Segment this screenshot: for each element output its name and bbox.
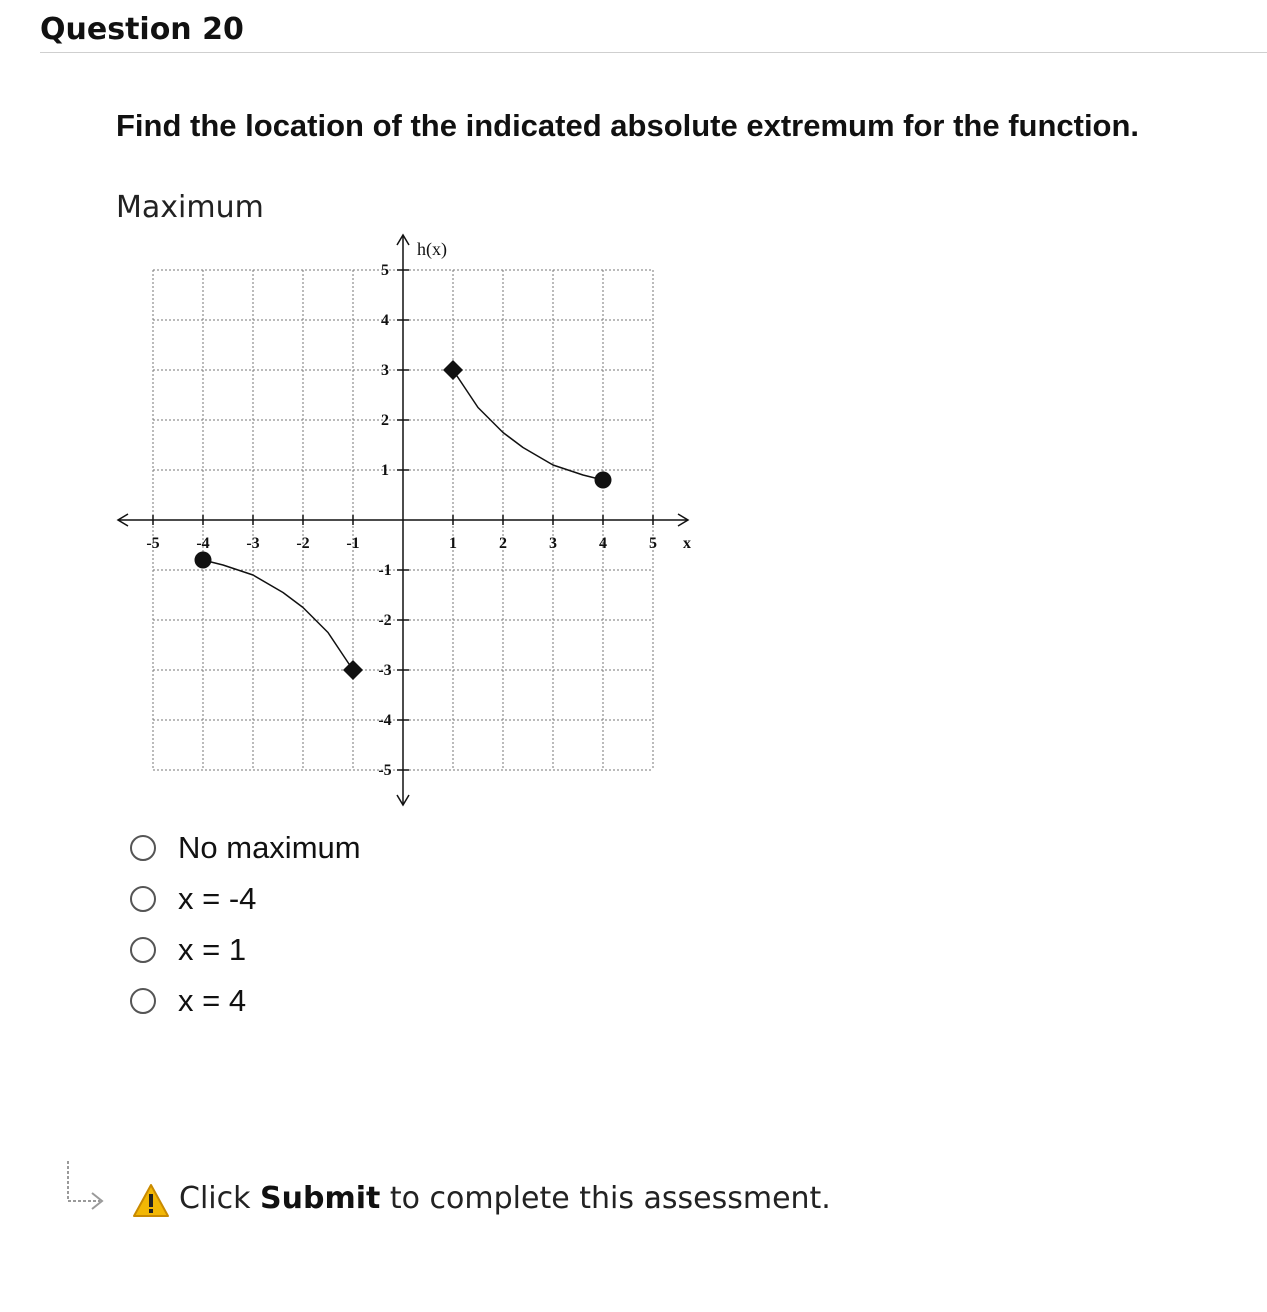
y-tick-label: -5: [378, 762, 392, 779]
x-tick-label: -3: [246, 535, 260, 552]
option-label: x = 1: [178, 931, 247, 967]
option-x-neg4[interactable]: [130, 873, 361, 924]
x-axis-label: x: [683, 535, 691, 552]
y-tick-label: -4: [378, 712, 392, 729]
y-tick-label: 2: [381, 412, 389, 429]
option-label: x = -4: [178, 880, 257, 916]
y-tick-label: 5: [381, 262, 389, 279]
question-prompt: Find the location of the indicated absolute extremum for the function.: [116, 108, 1140, 143]
footer-suffix: to complete this assessment.: [380, 1181, 831, 1216]
radio-button[interactable]: [130, 937, 156, 963]
endpoint-diamond: [343, 660, 363, 680]
extremum-type-label: Maximum: [116, 190, 264, 225]
y-tick-label: 4: [381, 312, 389, 329]
option-label: x = 4: [178, 982, 247, 1018]
x-tick-label: -2: [296, 535, 310, 552]
series-line: [453, 370, 603, 480]
option-x-1[interactable]: [130, 924, 361, 975]
radio-button[interactable]: [130, 835, 156, 861]
x-tick-label: -5: [146, 535, 160, 552]
footer-prefix: Click: [179, 1181, 261, 1216]
x-tick-label: -1: [346, 535, 360, 552]
next-arrow-icon: [62, 1155, 112, 1215]
radio-button[interactable]: [130, 886, 156, 912]
y-tick-label: -2: [378, 612, 392, 629]
x-tick-label: -4: [196, 535, 210, 552]
option-no-maximum[interactable]: [130, 822, 361, 873]
series-line: [203, 560, 353, 670]
y-tick-label: 1: [381, 462, 389, 479]
endpoint-dot: [595, 472, 612, 489]
submit-keyword: Submit: [260, 1181, 381, 1216]
option-label: No maximum: [178, 829, 361, 865]
y-tick-label: 3: [381, 362, 389, 379]
y-tick-label: -1: [378, 562, 392, 579]
y-axis-label: h(x): [417, 239, 447, 259]
answer-options: [130, 822, 361, 1026]
option-x-4[interactable]: [130, 975, 361, 1026]
x-tick-label: 3: [549, 535, 557, 552]
endpoint-diamond: [443, 360, 463, 380]
y-tick-label: -3: [378, 662, 392, 679]
function-graph: [110, 225, 700, 820]
x-tick-label: 4: [599, 535, 607, 552]
footer-message: [179, 1181, 831, 1216]
radio-button[interactable]: [130, 988, 156, 1014]
question-title: Question 20: [40, 12, 244, 47]
x-tick-label: 5: [649, 535, 657, 552]
question-header: [40, 8, 1267, 53]
x-tick-label: 2: [499, 535, 507, 552]
warning-icon: [132, 1183, 170, 1219]
submit-notice: [62, 1155, 862, 1225]
endpoint-dot: [195, 552, 212, 569]
x-tick-label: 1: [449, 535, 457, 552]
